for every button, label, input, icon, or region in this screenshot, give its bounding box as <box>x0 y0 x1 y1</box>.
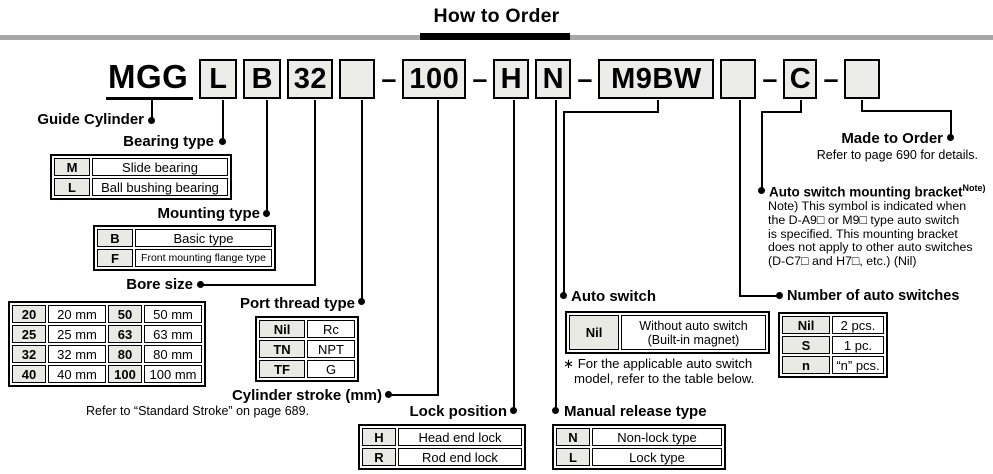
bearing-type-table <box>50 154 232 200</box>
desc-line: (Built-in magnet) <box>647 332 740 347</box>
number-of-auto-switches-label: Number of auto switches <box>787 288 960 304</box>
code-cell: R <box>362 448 396 466</box>
line-auto-switch-h <box>563 111 659 113</box>
bullet-mounting-type <box>263 210 270 217</box>
port-thread-type-label: Port thread type <box>239 295 355 312</box>
bracket-note-line: (D-C7□ and H7□, etc.) (Nil) <box>768 254 917 269</box>
code-cell: Nil <box>569 315 619 350</box>
line-mto-h <box>861 110 952 112</box>
mounting-type-table <box>93 225 276 271</box>
part-box-switch-qty <box>720 59 756 99</box>
desc-cell: 63 mm <box>144 325 202 343</box>
bullet-port-thread <box>358 298 365 305</box>
part-prefix: MGG <box>106 58 193 100</box>
table-row <box>556 428 722 446</box>
part-dash: – <box>381 64 397 94</box>
code-cell: Nil <box>259 320 305 338</box>
page-title: How to Order <box>433 5 560 27</box>
line-port-thread <box>361 100 363 302</box>
code-cell: Nil <box>782 316 830 334</box>
desc-cell: 20 mm <box>48 305 106 323</box>
table-row <box>259 340 355 358</box>
auto-switch-table <box>565 311 770 354</box>
title-underline-bar <box>420 33 570 40</box>
desc-cell: NPT <box>307 340 355 358</box>
code-cell: 100 <box>108 365 142 383</box>
line-bracket-h <box>761 111 802 113</box>
line-bracket-v2 <box>761 111 763 190</box>
table-row <box>569 315 766 350</box>
table-row <box>12 325 202 343</box>
desc-cell <box>621 315 766 350</box>
line-mto-v2 <box>950 110 952 136</box>
bullet-stroke <box>385 391 392 398</box>
bracket-note-line: the D-A9□ or M9□ type auto switch <box>768 212 960 227</box>
bullet-bore-size <box>197 281 204 288</box>
made-to-order-label: Made to Order <box>841 130 943 147</box>
bearing-type-label: Bearing type <box>123 133 214 150</box>
lock-position-table <box>358 424 526 470</box>
made-to-order-note: Refer to page 690 for details. <box>816 148 978 162</box>
desc-line: Without auto switch <box>639 318 748 333</box>
table-row <box>12 365 202 383</box>
part-dash: – <box>577 64 593 94</box>
desc-cell: Lock type <box>592 448 722 466</box>
line-bore-size-h <box>200 284 316 286</box>
auto-switch-label: Auto switch <box>571 288 656 305</box>
desc-cell: Head end lock <box>398 428 522 446</box>
line-bearing-type <box>222 100 224 141</box>
line-switch-qty-h <box>739 295 780 297</box>
part-box-bore-size: 32 <box>287 59 333 99</box>
part-dash: – <box>823 64 839 94</box>
part-box-lock-position: H <box>493 59 529 99</box>
bracket-note-line: Note) This symbol is indicated when <box>768 199 967 213</box>
line-bore-size-v <box>314 100 316 286</box>
part-box-made-to-order <box>844 59 880 99</box>
number-of-auto-switches-table <box>778 312 888 378</box>
bullet-switch-qty <box>776 292 783 299</box>
part-dash: – <box>472 64 488 94</box>
code-cell: N <box>556 428 590 446</box>
bullet-bracket <box>758 187 765 194</box>
cylinder-stroke-note: Refer to “Standard Stroke” on page 689. <box>86 404 310 418</box>
table-row <box>782 336 884 354</box>
desc-cell: Ball bushing bearing <box>92 178 228 196</box>
code-cell: H <box>362 428 396 446</box>
table-row <box>362 448 522 466</box>
code-cell: L <box>556 448 590 466</box>
bracket-label-sup: Note) <box>962 183 986 193</box>
bore-size-label: Bore size <box>126 276 193 293</box>
bullet-lock-position <box>510 407 517 414</box>
table-row <box>97 229 272 247</box>
line-switch-qty-v <box>739 100 741 297</box>
auto-switch-mounting-bracket-label <box>769 183 986 200</box>
part-dash: – <box>762 64 778 94</box>
bullet-made-to-order <box>947 134 954 141</box>
code-cell: M <box>54 158 90 176</box>
desc-cell: Basic type <box>135 229 272 247</box>
footnote-line: ∗ For the applicable auto switch <box>563 356 753 371</box>
desc-cell: 100 mm <box>144 365 202 383</box>
table-row <box>362 428 522 446</box>
lock-position-label: Lock position <box>409 403 507 420</box>
code-cell: 40 <box>12 365 46 383</box>
line-stroke-v <box>437 100 439 396</box>
desc-cell: 50 mm <box>144 305 202 323</box>
line-auto-switch-v2 <box>563 111 565 295</box>
mounting-type-label: Mounting type <box>157 205 260 222</box>
manual-release-type-table <box>552 424 726 470</box>
desc-cell: Rod end lock <box>398 448 522 466</box>
part-box-stroke: 100 <box>402 59 466 99</box>
bore-size-table <box>8 301 206 387</box>
bullet-guide-cylinder <box>148 117 155 124</box>
part-box-mounting-type: B <box>243 59 281 99</box>
code-cell: L <box>54 178 90 196</box>
port-thread-type-table <box>255 316 359 382</box>
part-box-bearing-type: L <box>199 59 237 99</box>
table-row <box>54 158 228 176</box>
bracket-label-text: Auto switch mounting bracket <box>769 184 963 200</box>
line-lock-position <box>513 100 515 410</box>
auto-switch-mounting-bracket-note <box>768 200 973 269</box>
code-cell: 32 <box>12 345 46 363</box>
bracket-note-line: does not apply to other auto switches <box>768 240 973 255</box>
table-row <box>782 316 884 334</box>
manual-release-type-label: Manual release type <box>564 403 707 420</box>
table-row <box>54 178 228 196</box>
table-row <box>97 249 272 267</box>
desc-cell: G <box>307 360 355 378</box>
code-cell: TN <box>259 340 305 358</box>
desc-cell: “n” pcs. <box>832 356 884 374</box>
desc-cell: 1 pc. <box>832 336 884 354</box>
code-cell: 20 <box>12 305 46 323</box>
code-cell: B <box>97 229 133 247</box>
table-row <box>12 305 202 323</box>
table-row <box>782 356 884 374</box>
part-box-port-thread <box>339 59 375 99</box>
table-row <box>259 320 355 338</box>
code-cell: 80 <box>108 345 142 363</box>
desc-cell: 2 pcs. <box>832 316 884 334</box>
desc-cell: 32 mm <box>48 345 106 363</box>
guide-cylinder-label: Guide Cylinder <box>37 111 144 128</box>
code-cell: n <box>782 356 830 374</box>
bracket-note-line: is specified. This mounting bracket <box>768 226 958 241</box>
code-cell: 63 <box>108 325 142 343</box>
part-box-auto-switch: M9BW <box>598 59 714 99</box>
bullet-bearing-type <box>219 138 226 145</box>
bullet-manual-release <box>552 407 559 414</box>
desc-cell: Slide bearing <box>92 158 228 176</box>
line-stroke-h <box>389 394 439 396</box>
table-row <box>556 448 722 466</box>
cylinder-stroke-label: Cylinder stroke (mm) <box>231 387 382 404</box>
bullet-auto-switch <box>560 292 567 299</box>
code-cell: 50 <box>108 305 142 323</box>
code-cell: S <box>782 336 830 354</box>
part-box-manual-release: N <box>535 59 571 99</box>
code-cell: TF <box>259 360 305 378</box>
desc-cell: Front mounting flange type <box>135 249 272 267</box>
auto-switch-footnote <box>563 356 754 386</box>
footnote-line: model, refer to the table below. <box>574 371 755 386</box>
code-cell: 25 <box>12 325 46 343</box>
line-manual-release <box>555 100 557 410</box>
desc-cell: Rc <box>307 320 355 338</box>
desc-cell: 25 mm <box>48 325 106 343</box>
part-box-mounting-bracket: C <box>783 59 817 99</box>
desc-cell: 40 mm <box>48 365 106 383</box>
table-row <box>12 345 202 363</box>
line-mounting-type <box>266 100 268 213</box>
desc-cell: Non-lock type <box>592 428 722 446</box>
part-number-row <box>106 58 880 100</box>
code-cell: F <box>97 249 133 267</box>
desc-cell: 80 mm <box>144 345 202 363</box>
table-row <box>259 360 355 378</box>
